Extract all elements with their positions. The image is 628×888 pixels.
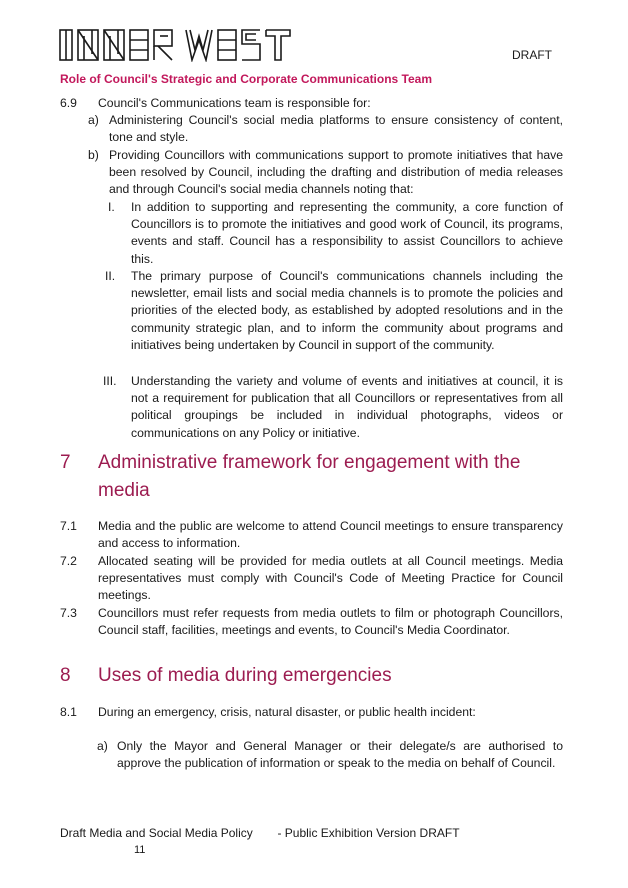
- section-heading-line2: media: [98, 480, 150, 501]
- list-item: Administering Council's social media platforms to ensure consistency of content, tone and style.: [109, 113, 563, 145]
- list-marker: a): [97, 739, 108, 753]
- list-item: Only the Mayor and General Manager or their delegate/s are authorised to approve the publication of information or speak to the media on behalf of Council.: [117, 739, 563, 771]
- clause-text: Council's Communications team is responsible for:: [98, 96, 371, 110]
- clause-number: 7.1: [60, 519, 77, 533]
- page-number: 11: [134, 844, 146, 856]
- sublist-item: In addition to supporting and representing the community, a core function of Councillors is to promote the initiatives and good work of Council, its programs, events and staff. Council has a responsibility to assist Councillors to achieve this.: [131, 200, 563, 266]
- inner-west-logo: [58, 28, 298, 62]
- draft-tag: DRAFT: [512, 48, 552, 62]
- clause-text: During an emergency, crisis, natural disaster, or public health incident:: [98, 705, 476, 719]
- footer-title: Draft Media and Social Media Policy: [60, 826, 253, 840]
- section-heading-line1: Administrative framework for engagement with the: [98, 452, 521, 473]
- footer: [60, 826, 460, 840]
- clause-number: 8.1: [60, 705, 77, 719]
- clause-text: Media and the public are welcome to attend Council meetings to ensure transparency and access to information.: [98, 519, 563, 551]
- section-number: 7: [60, 452, 71, 473]
- clause-number: 6.9: [60, 96, 77, 110]
- section-number: 8: [60, 665, 71, 686]
- sublist-marker: II.: [105, 269, 116, 283]
- list-marker: a): [88, 113, 99, 127]
- sublist-item: Understanding the variety and volume of events and initiatives at council, it is not a requirement for publication that all Councillors or representatives from all political groupings be included in individual photographs, videos or communications on any Policy or initiative.: [131, 374, 563, 440]
- sublist-marker: I.: [108, 200, 115, 214]
- clause-number: 7.3: [60, 606, 77, 620]
- section-subheading: Role of Council's Strategic and Corporate Communications Team: [60, 72, 433, 86]
- clause-text: Allocated seating will be provided for media outlets at all Council meetings. Media representatives must comply with Council's Code of Meeting Practice for Council meetings.: [98, 554, 563, 603]
- clause-text: Councillors must refer requests from media outlets to film or photograph Councillors, Council staff, facilities, meetings and events, to Council's Media Coordinator.: [98, 606, 563, 638]
- sublist-item: The primary purpose of Council's communications channels including the newsletter, email lists and social media channels is to promote the policies and priorities of the elected body, as established by adopted resolutions and in the community strategic plan, and to inform the community about programs and initiatives being undertaken by Council in support of the community.: [131, 269, 563, 352]
- sublist-marker: III.: [103, 374, 117, 388]
- list-item: Providing Councillors with communications support to promote initiatives that have been resolved by Council, including the drafting and distribution of media releases and through Council's social media channels noting that:: [109, 148, 563, 197]
- list-marker: b): [88, 148, 99, 162]
- clause-number: 7.2: [60, 554, 77, 568]
- section-heading: Uses of media during emergencies: [98, 665, 392, 686]
- footer-version: - Public Exhibition Version DRAFT: [277, 826, 460, 840]
